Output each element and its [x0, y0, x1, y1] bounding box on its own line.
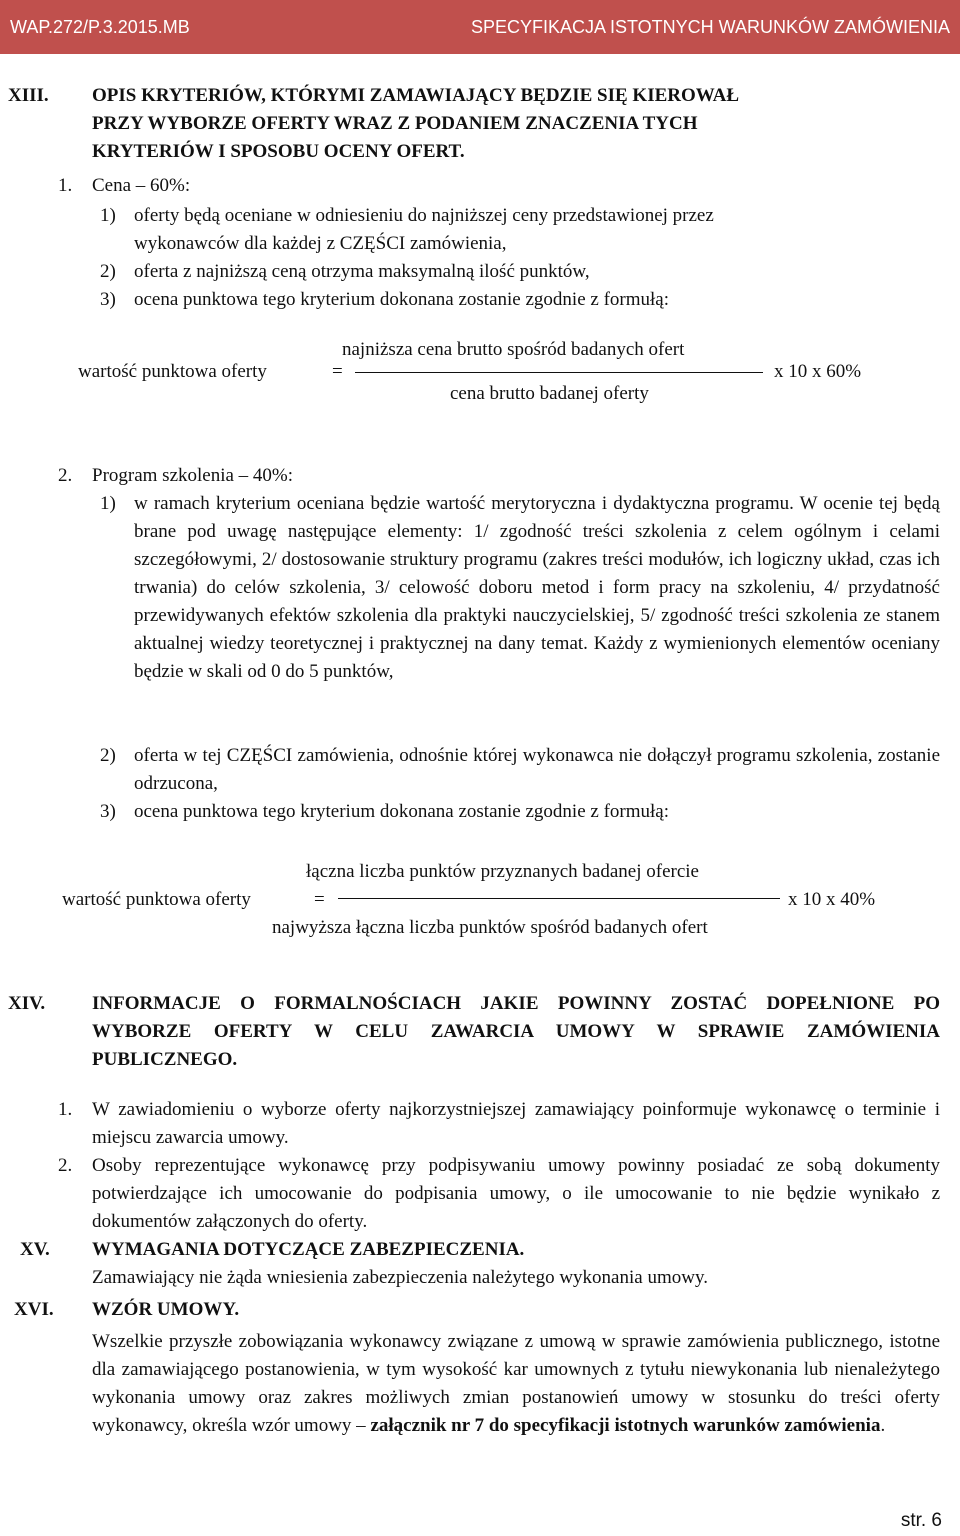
formula-1-equals: = — [332, 361, 343, 382]
criterion-2-item-2-number: 2) — [100, 745, 116, 766]
criterion-2-number: 2. — [58, 465, 73, 486]
section-xiv-title: INFORMACJE O FORMALNOŚCIACH JAKIE POWINNY ZOSTAĆ DOPEŁNIONE PO WYBORZE OFERTY W CELU ZAWARCIA UMOWY W SPRAWIE ZAMÓWIENIA PUBLICZNEGO. — [92, 993, 940, 1070]
criterion-2-title: Program szkolenia – 40%: — [92, 465, 294, 486]
criterion-2-item-3-number: 3) — [100, 801, 116, 822]
formula-1-numerator: najniższa cena brutto spośród badanych ofert — [342, 339, 685, 360]
criterion-2-item-3: ocena punktowa tego kryterium dokonana zostanie zgodnie z formułą: — [134, 801, 669, 822]
criterion-1-title: Cena – 60%: — [92, 175, 191, 196]
criterion-1-number: 1. — [58, 175, 73, 196]
criterion-1-item-1-line-2: wykonawców dla każdej z CZĘŚCI zamówienia, — [134, 233, 507, 254]
page-header — [0, 0, 960, 54]
criterion-1-item-2-number: 2) — [100, 261, 116, 282]
section-xiv-paragraph-1: W zawiadomieniu o wyborze oferty najkorzystniejszej zamawiający poinformuje wykonawcę o terminie i miejscu zawarcia umowy. — [92, 1099, 940, 1148]
section-xiv-paragraph-2: Osoby reprezentujące wykonawcę przy podpisywaniu umowy powinny posiadać ze sobą dokumenty potwierdzające ich umocowanie do podpisania umowy, o ile umocowanie to nie będzie wynikało z dokumentów załączonych do oferty. — [92, 1155, 940, 1232]
criterion-1-item-1-line-1: oferty będą oceniane w odniesieniu do najniższej ceny przedstawionej przez — [134, 205, 714, 226]
formula-1-denominator: cena brutto badanej oferty — [450, 383, 649, 404]
formula-1-fraction-bar — [355, 372, 763, 373]
section-xiv-paragraph-1-number: 1. — [58, 1099, 73, 1120]
formula-1-lhs: wartość punktowa oferty — [78, 361, 267, 382]
section-xvi-text-end: . — [880, 1415, 886, 1436]
criterion-2-item-1-number: 1) — [100, 493, 116, 514]
section-xvi-text — [92, 1328, 940, 1440]
attachment-reference: załącznik nr 7 do specyfikacji istotnych warunków zamówienia — [370, 1415, 881, 1436]
section-xiv-number: XIV. — [8, 993, 46, 1014]
section-xvi-title: WZÓR UMOWY. — [92, 1299, 240, 1320]
formula-2-equals: = — [314, 889, 325, 910]
criterion-1-item-3-number: 3) — [100, 289, 116, 310]
criterion-1-item-2: oferta z najniższą ceną otrzyma maksymalną ilość punktów, — [134, 261, 590, 282]
section-xiii-number: XIII. — [8, 85, 49, 106]
section-xiii-title-line-3: KRYTERIÓW I SPOSOBU OCENY OFERT. — [92, 141, 465, 162]
section-xv-text: Zamawiający nie żąda wniesienia zabezpieczenia należytego wykonania umowy. — [92, 1267, 708, 1288]
page-number: str. 6 — [900, 1510, 942, 1531]
formula-2-fraction-bar — [338, 898, 780, 899]
section-xvi-number: XVI. — [14, 1299, 54, 1320]
criterion-2-item-1: w ramach kryterium oceniana będzie wartość merytoryczna i dydaktyczna programu. W ocenie tej będą brane pod uwagę następujące elementy: 1/ zgodność treści szkolenia z celem ogólnym i celami szczegółowymi, 2/ dostosowanie struktury programu (zakres treści modułów, ich logiczny układ, czas ich trwania) do celów szkolenia, 3/ celowość doboru metod i form pracy na szkoleniu, 4/ przydatność przewidywanych efektów szkolenia dla praktyki nauczycielskiej, 5/ zgodność treści szkolenia ze stanem aktualnej wiedzy teoretycznej i praktycznej na dany temat. Każdy z wymienionych elementów oceniany będzie w skali od 0 do 5 punktów, — [134, 493, 940, 682]
criterion-1-item-1-number: 1) — [100, 205, 116, 226]
section-xiii-title-line-2: PRZY WYBORZE OFERTY WRAZ Z PODANIEM ZNACZENIA TYCH — [92, 113, 698, 134]
header-document-id: WAP.272/P.3.2015.MB — [10, 16, 190, 37]
section-xv-number: XV. — [20, 1239, 50, 1260]
section-xvi-text-body: Wszelkie przyszłe zobowiązania wykonawcy związane z umową w sprawie zamówienia publicznego, istotne dla zamawiającego postanowienia, w tym wysokość kar umownych z tytułu niewykonania lub nienależytego wykonania umowy oraz zakres możliwych zmian postanowień umowy w stosunku do treści oferty wykonawcy, określa wzór umowy – — [92, 1331, 940, 1436]
section-xv-title: WYMAGANIA DOTYCZĄCE ZABEZPIECZENIA. — [92, 1239, 525, 1260]
section-xiii-title-line-1: OPIS KRYTERIÓW, KTÓRYMI ZAMAWIAJĄCY BĘDZIE SIĘ KIEROWAŁ — [92, 85, 740, 106]
formula-2-lhs: wartość punktowa oferty — [62, 889, 251, 910]
formula-1-multiplier: x 10 x 60% — [774, 361, 862, 382]
formula-2-denominator: najwyższa łączna liczba punktów spośród badanych ofert — [272, 917, 708, 938]
criterion-1-item-3: ocena punktowa tego kryterium dokonana zostanie zgodnie z formułą: — [134, 289, 669, 310]
criterion-2-item-2: oferta w tej CZĘŚCI zamówienia, odnośnie której wykonawca nie dołączył programu szkolenia, zostanie odrzucona, — [134, 745, 940, 794]
formula-2-multiplier: x 10 x 40% — [788, 889, 876, 910]
section-xiv-paragraph-2-number: 2. — [58, 1155, 73, 1176]
formula-2-numerator: łączna liczba punktów przyznanych badanej ofercie — [306, 861, 699, 882]
header-document-title: SPECYFIKACJA ISTOTNYCH WARUNKÓW ZAMÓWIENIA — [470, 16, 950, 37]
